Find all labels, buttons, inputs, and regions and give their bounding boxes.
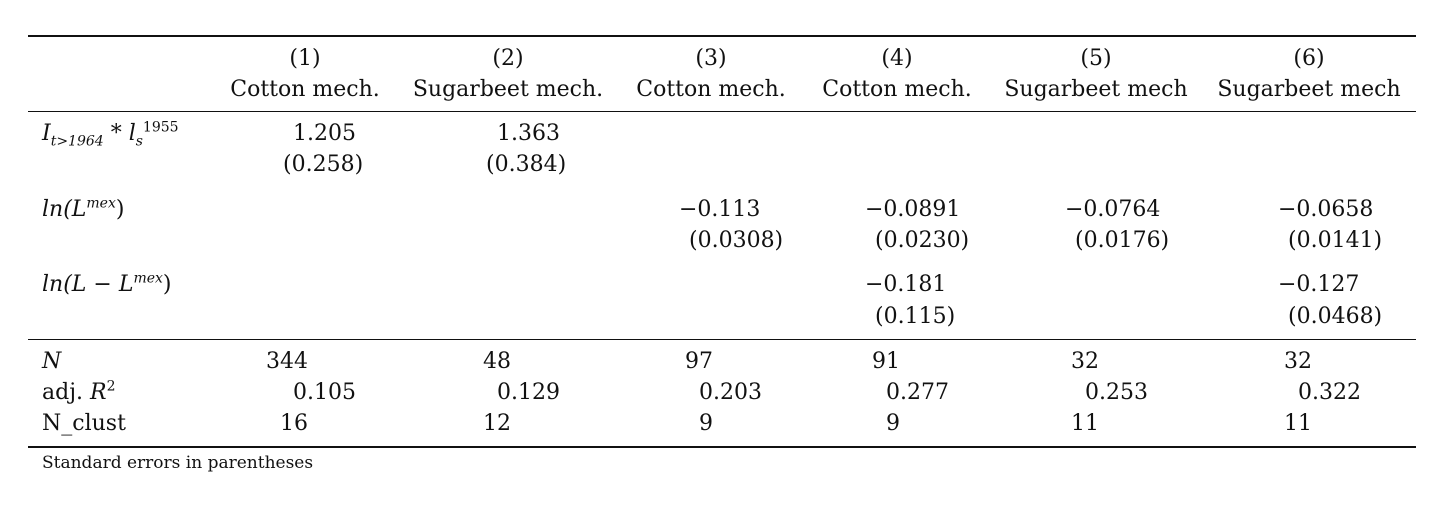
stat-n-label: N bbox=[42, 349, 62, 374]
row-ln-lmex-coef-6: −0.0658 bbox=[1278, 197, 1374, 222]
stat-n-3: 97 bbox=[685, 349, 713, 374]
stat-nclust-5: 11 bbox=[1071, 411, 1099, 436]
stat-r2-2: 0.129 bbox=[497, 380, 560, 405]
col-1-number: (1) bbox=[289, 46, 321, 71]
row-ln-lmex-label: $\ln(L^{mex})$ bbox=[42, 195, 125, 222]
col-1-name: Cotton mech. bbox=[230, 77, 380, 102]
col-4-name: Cotton mech. bbox=[822, 77, 972, 102]
stat-r2-3: 0.203 bbox=[699, 380, 762, 405]
col-5-number: (5) bbox=[1080, 46, 1112, 71]
stat-r2-1: 0.105 bbox=[293, 380, 356, 405]
col-3-name: Cotton mech. bbox=[636, 77, 786, 102]
stat-nclust-1: 16 bbox=[280, 411, 308, 436]
row-ln-l-minus-lmex-coef-4: −0.181 bbox=[865, 272, 947, 297]
stat-n-1: 344 bbox=[266, 349, 308, 374]
row-ln-l-minus-lmex-se-4: (0.115) bbox=[875, 304, 956, 329]
top-rule bbox=[28, 35, 1416, 37]
col-5-name: Sugarbeet mech bbox=[1004, 77, 1188, 102]
row-ln-lmex-se-6: (0.0141) bbox=[1288, 228, 1383, 253]
stat-n-6: 32 bbox=[1284, 349, 1312, 374]
row-ln-lmex-coef-3: −0.113 bbox=[679, 197, 761, 222]
stat-r2-5: 0.253 bbox=[1085, 380, 1148, 405]
stats-rule bbox=[28, 339, 1416, 340]
col-2-number: (2) bbox=[492, 46, 524, 71]
bottom-rule bbox=[28, 446, 1416, 448]
stat-nclust-label: N_clust bbox=[42, 411, 126, 436]
stat-nclust-6: 11 bbox=[1284, 411, 1312, 436]
row-interaction-coef-1: 1.205 bbox=[293, 121, 356, 146]
row-interaction-se-1: (0.258) bbox=[283, 152, 364, 177]
stat-nclust-4: 9 bbox=[886, 411, 900, 436]
row-interaction-se-2: (0.384) bbox=[486, 152, 567, 177]
row-interaction-label: $I_{t>1964} * l_s^{1955}$ bbox=[42, 119, 179, 150]
row-ln-lmex-coef-5: −0.0764 bbox=[1065, 197, 1161, 222]
row-interaction-coef-2: 1.363 bbox=[497, 121, 560, 146]
stat-n-5: 32 bbox=[1071, 349, 1099, 374]
stat-nclust-3: 9 bbox=[699, 411, 713, 436]
row-ln-lmex-se-4: (0.0230) bbox=[875, 228, 970, 253]
stat-n-4: 91 bbox=[872, 349, 900, 374]
row-ln-l-minus-lmex-se-6: (0.0468) bbox=[1288, 304, 1383, 329]
col-3-number: (3) bbox=[695, 46, 727, 71]
row-ln-l-minus-lmex-coef-6: −0.127 bbox=[1278, 272, 1360, 297]
row-ln-lmex-coef-4: −0.0891 bbox=[865, 197, 961, 222]
stat-r2-label: adj. $R^2$ bbox=[42, 378, 116, 405]
col-2-name: Sugarbeet mech. bbox=[412, 77, 604, 102]
col-6-name: Sugarbeet mech bbox=[1217, 77, 1401, 102]
stat-r2-6: 0.322 bbox=[1298, 380, 1361, 405]
col-6-number: (6) bbox=[1293, 46, 1325, 71]
row-ln-lmex-se-5: (0.0176) bbox=[1075, 228, 1170, 253]
stat-n-2: 48 bbox=[483, 349, 511, 374]
col-4-number: (4) bbox=[881, 46, 913, 71]
table-footnote: Standard errors in parentheses bbox=[42, 453, 314, 473]
row-ln-l-minus-lmex-label: $\ln(L - L^{mex})$ bbox=[42, 270, 172, 297]
row-ln-lmex-se-3: (0.0308) bbox=[689, 228, 784, 253]
header-rule bbox=[28, 111, 1416, 112]
stat-r2-4: 0.277 bbox=[886, 380, 949, 405]
stat-nclust-2: 12 bbox=[483, 411, 511, 436]
